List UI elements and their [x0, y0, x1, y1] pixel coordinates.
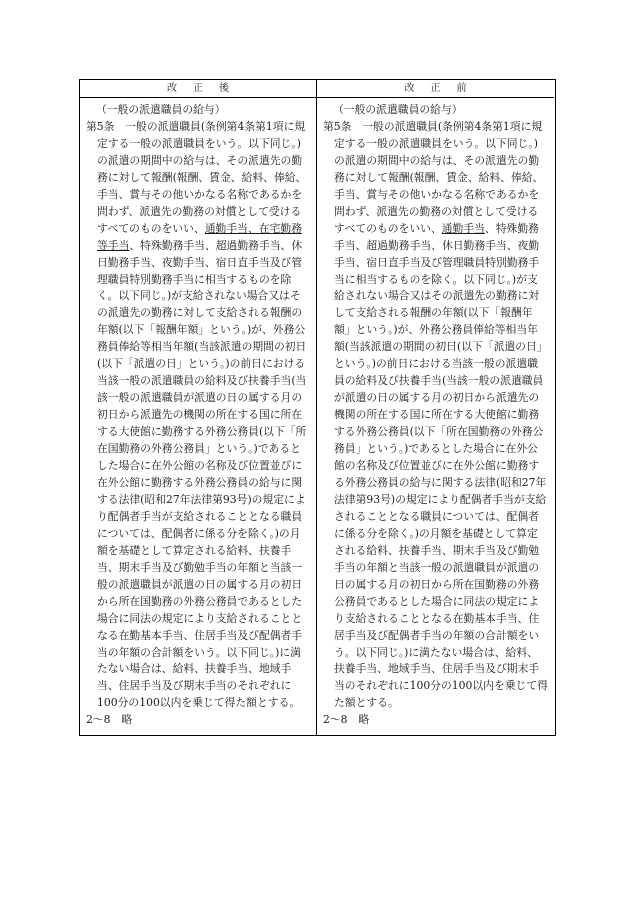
- amended-text: 通勤手当、在宅勤務等手当: [97, 221, 302, 252]
- article-text-part-1: 一般の派遣職員(条例第4条第1項に規定する一般の派遣職員をいう。以下同じ。)の派遣の期間中の給与は、その派遣先の勤務に対して報酬(報酬、賃金、給料、俸給、手当、賞与その他いかなる名称であるかを問わず、派遣先の勤務の対償として受けるすべてのものをいい、: [334, 119, 544, 235]
- article-number: 第5条: [86, 119, 115, 133]
- article-heading: （一般の派遣職員の給与）: [333, 103, 463, 116]
- before-column-header: 改正前: [317, 80, 554, 98]
- after-column-header: 改正後: [80, 80, 317, 98]
- article-text-part-2: 、特殊勤務手当、超過勤務手当、休日勤務手当、夜勤手当、宿日直手当及び管理職員特別勤務手当に相当するものを除く。以下同じ。)が支給されない場合又はその派遣先の勤務に対して支給される報酬の年額(以下「報酬年額」という。)が、外務公務員俸給等相当年額(当該派遣の期間の初日(以下「派遣の日」という。)の前日における当該一般の派遣職員の給料及び扶養手当(当該一般の派遣職員が派遣の日の属する月の初日から派遣先の機関の所在する国に所在する大使館に勤務する外務公務員(以下「所在国勤務の外務公務員」という。)であるとした場合に在外公館の名称及び位置並びに在外公館に勤務する外務公務員の給与に関する法律(昭和27年法律第93号)の規定により配偶者手当が支給されることとなる職員については、配偶者に係る分を除く。)の月額を基礎として算定される給料、扶養手当、期末手当及び勤勉手当の年額と当該一般の派遣職員が派遣の日の属する月の初日から所在国勤務の外務公務員であるとした場合に同法の規定により支給されることとなる在勤基本手当、住居手当及び配偶者手当の年額の合計額をいう。以下同じ。)に満たない場合は、給料、扶養手当、地域手当、住居手当及び期末手当のそれぞれに100分の100以内を乗じて得た額とする。: [97, 238, 307, 710]
- amended-text: 通勤手当: [441, 221, 485, 235]
- article-paragraph: [86, 119, 310, 712]
- article-heading: （一般の派遣職員の給与）: [96, 103, 226, 116]
- before-column-body: [317, 98, 554, 735]
- article-text-part-1: 一般の派遣職員(条例第4条第1項に規定する一般の派遣職員をいう。以下同じ。)の派遣の期間中の給与は、その派遣先の勤務に対して報酬(報酬、賃金、給料、俸給、手当、賞与その他いかなる名称であるかを問わず、派遣先の勤務の対償として受けるすべてのものをいい、: [97, 119, 307, 235]
- comparison-table: [79, 79, 556, 736]
- after-column-body: [80, 98, 317, 735]
- article-number: 第5条: [323, 119, 352, 133]
- article-paragraph: [323, 119, 548, 712]
- article-text-part-2: 、特殊勤務手当、超過勤務手当、休日勤務手当、夜勤手当、宿日直手当及び管理職員特別勤務手当に相当するものを除く。以下同じ。)が支給されない場合又はその派遣先の勤務に対して支給される報酬の年額(以下「報酬年額」という。)が、外務公務員俸給等相当年額(当該派遣の期間の初日(以下「派遣の日」という。)の前日における当該一般の派遣職員の給料及び扶養手当(当該一般の派遣職員が派遣の日の属する月の初日から派遣先の機関の所在する国に所在する大使館に勤務する外務公務員(以下「所在国勤務の外務公務員」という。)であるとした場合に在外公館の名称及び位置並びに在外公館に勤務する外務公務員の給与に関する法律(昭和27年法律第93号)の規定により配偶者手当が支給されることとなる職員については、配偶者に係る分を除く。)の月額を基礎として算定される給料、扶養手当、期末手当及び勤勉手当の年額と当該一般の派遣職員が派遣の日の属する月の初日から所在国勤務の外務公務員であるとした場合に同法の規定により支給されることとなる在勤基本手当、住居手当及び配偶者手当の年額の合計額をいう。以下同じ。)に満たない場合は、給料、扶養手当、地域手当、住居手当及び期末手当のそれぞれに100分の100以内を乗じて得た額とする。: [334, 221, 548, 710]
- omitted-paragraphs: 2～8 略: [86, 713, 133, 727]
- omitted-paragraphs: 2～8 略: [323, 713, 370, 727]
